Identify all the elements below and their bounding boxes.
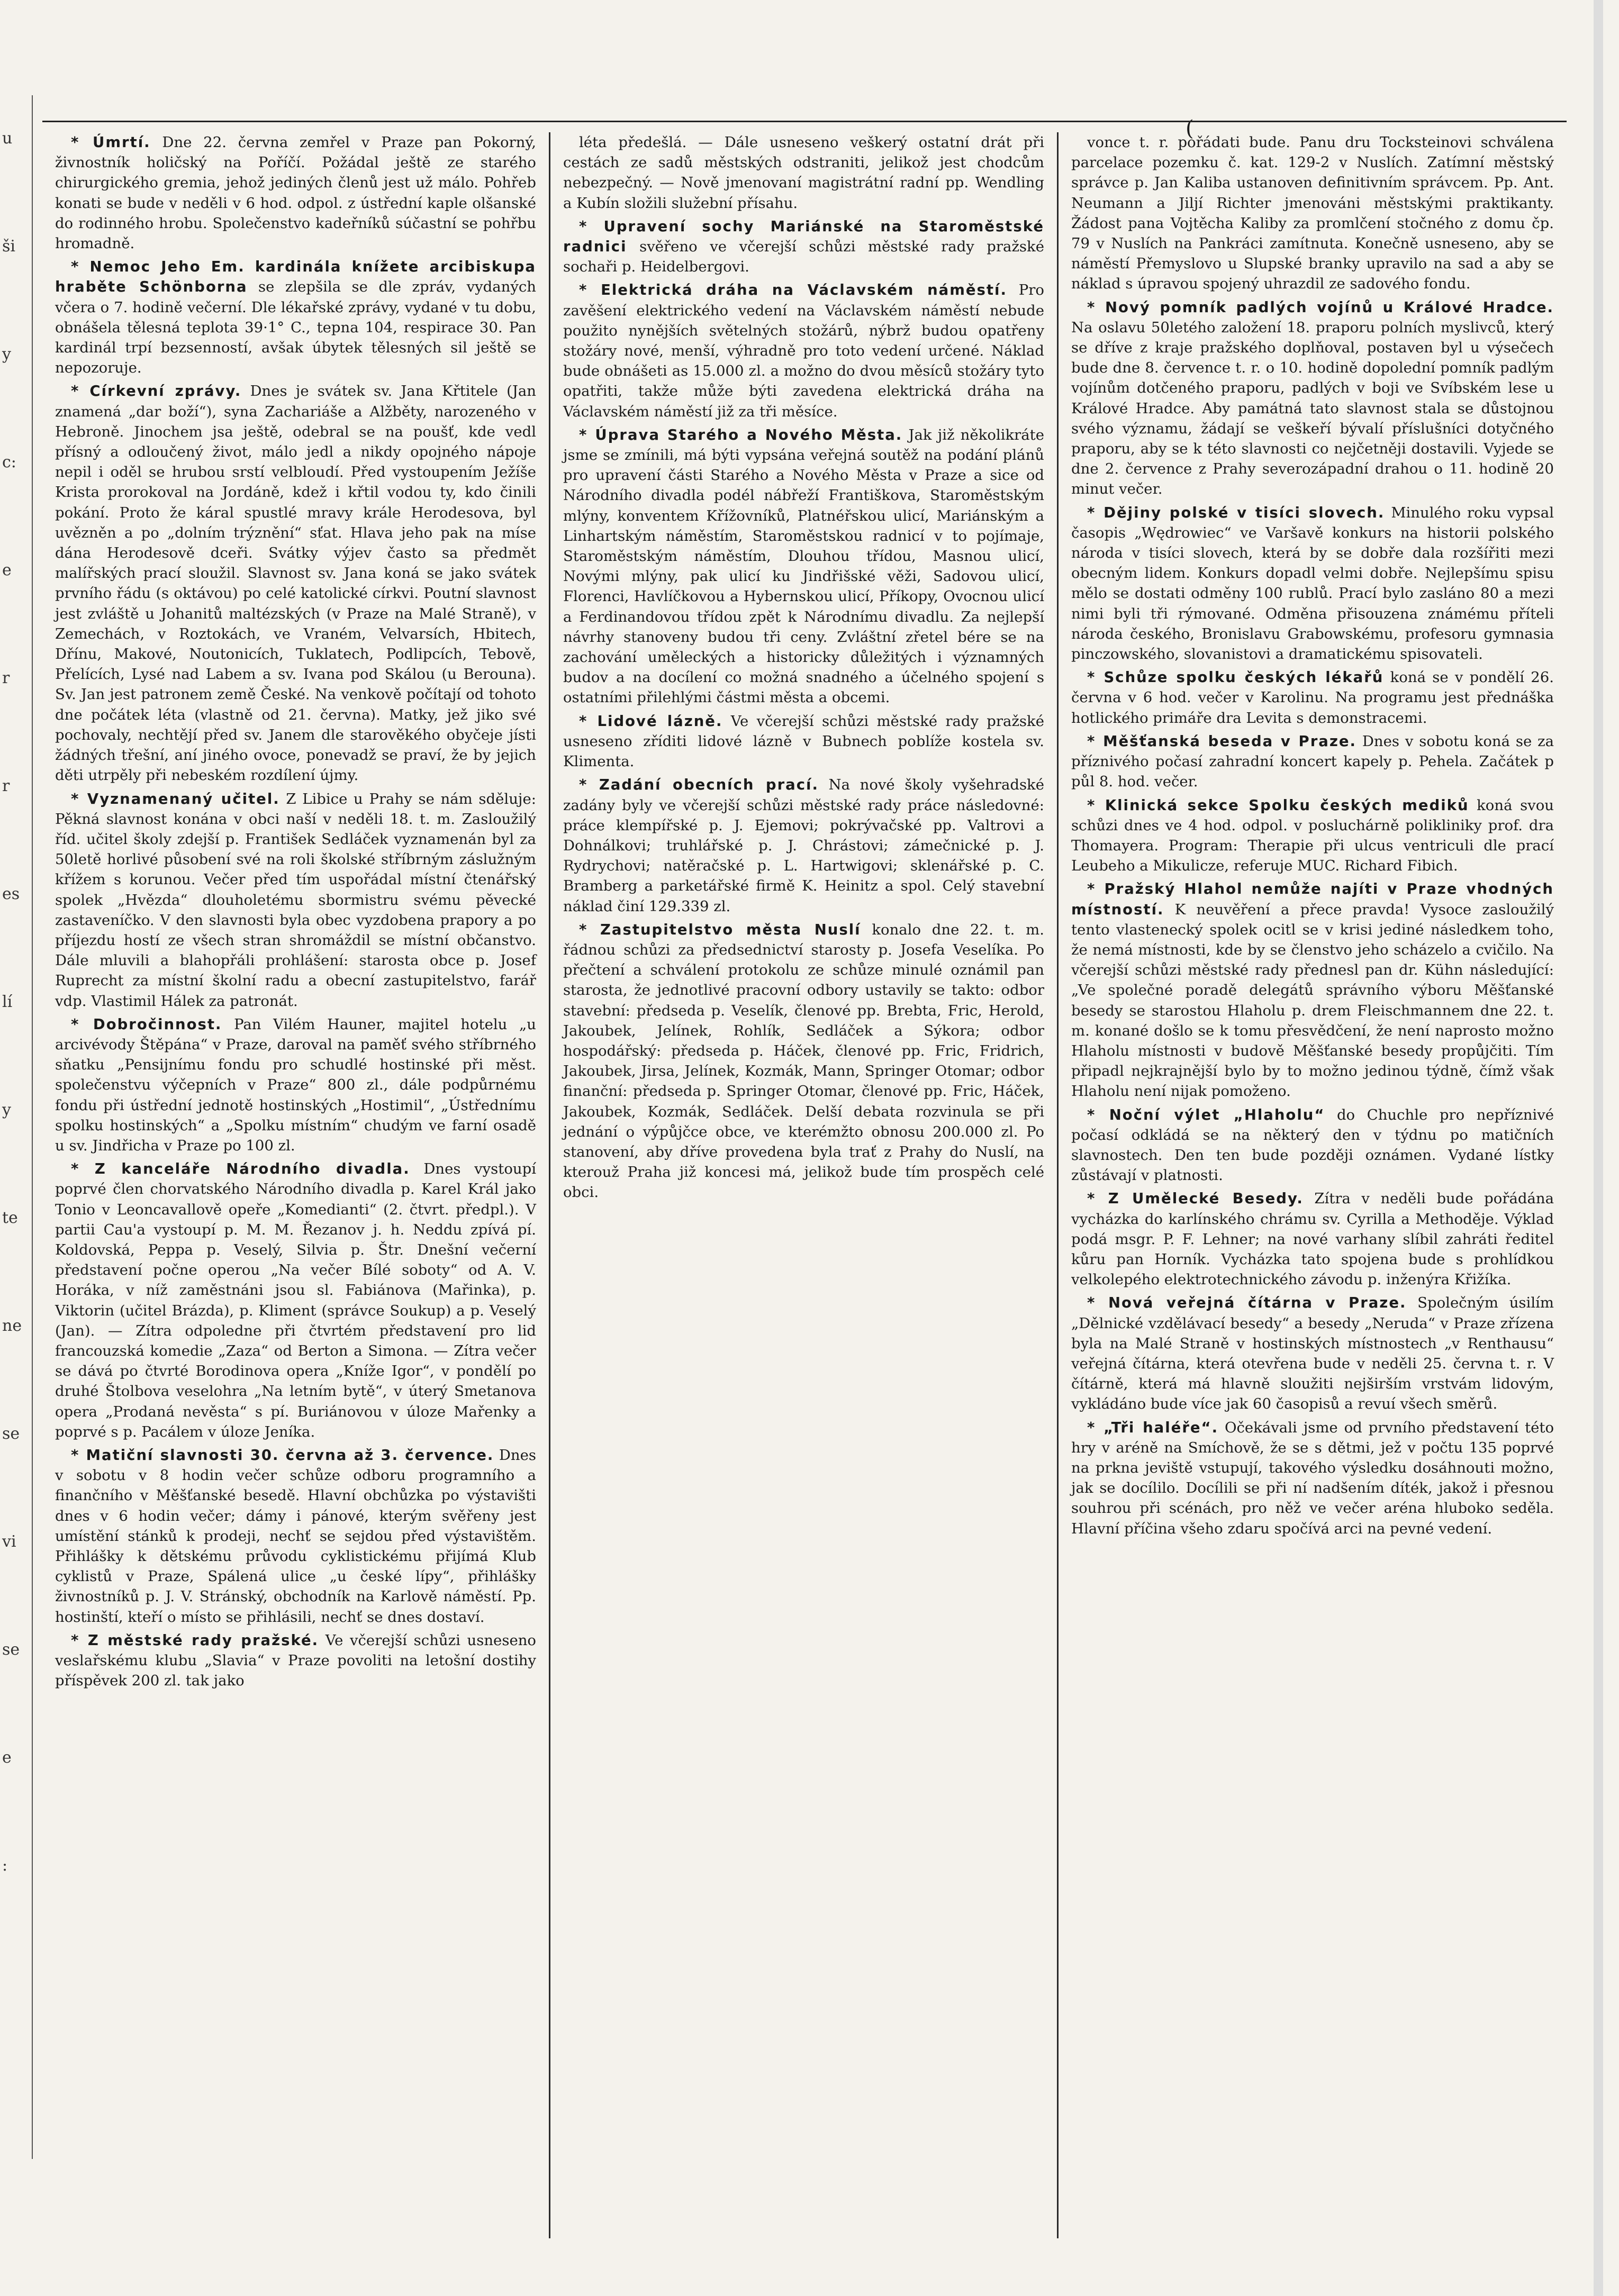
article bbox=[55, 132, 536, 253]
article-headline: * Klinická sekce Spolku českých mediků bbox=[1087, 796, 1469, 814]
article-headline: * Nemoc Jeho Em. kardinála knížete arcibiskupa hraběte Schönborna bbox=[55, 258, 536, 296]
article-headline: * Nový pomník padlých vojínů u Králové Hradce. bbox=[1087, 298, 1554, 316]
article bbox=[1071, 667, 1554, 728]
article-body: koná se v pondělí 26. června v 6 hod. večer v Karolinu. Na programu jest přednáška hotlického primáře dra Levita s demonstracemi. bbox=[1071, 669, 1554, 727]
article bbox=[563, 711, 1044, 772]
article-body: K neuvěření a přece pravda! Vysoce zasloužilý tento vlastenecký spolek ocitl se v krisi jediné následkem toho, že nemá místnosti, kde by se členstvo jeho scházelo a cvičilo. Na včerejší schůzi městské rady přednesl pan dr. Kühn následující: „Ve společné poradě delegátů správního výboru Měšťanské besedy se starostou Hlaholu p. drem Fleischmannem dne 22. t. m. konané došlo se k tomu přesvědčení, že není naprosto možno Hlaholu místnosti v budově Měšťanské besedy propůjčiti. Tím připadl nejkrajnější bylo by to možno jedinou týdně, čímž však Hlaholu není nijak pomoženo. bbox=[1071, 901, 1554, 1100]
gutter-fragment: e bbox=[2, 561, 12, 579]
gutter-fragment: ne bbox=[2, 1317, 22, 1335]
article bbox=[55, 1445, 536, 1627]
article bbox=[55, 257, 536, 378]
gutter-fragment: r bbox=[2, 669, 10, 687]
article-body: koná svou schůzi dnes ve 4 hod. odpol. v posluchárně polikliniky prof. dra Thomayera. Program: Therapie při ulcus ventriculi dle prací Leubeho a Mikulicze, referuje MUC. Richard Fibich. bbox=[1071, 796, 1554, 875]
article bbox=[1071, 795, 1554, 876]
article bbox=[55, 1159, 536, 1442]
article bbox=[563, 920, 1044, 1203]
article bbox=[1071, 1105, 1554, 1186]
article-body: Ve včerejší schůzi městské rady pražské usneseno zříditi lidové lázně v Bubnech poblíže kostela sv. Klimenta. bbox=[563, 712, 1044, 770]
article-headline: * Vyznamenaný učitel. bbox=[71, 790, 280, 807]
article-headline: * Z kanceláře Národního divadla. bbox=[71, 1160, 410, 1178]
column-1 bbox=[42, 132, 550, 2238]
gutter-fragment: se bbox=[2, 1424, 20, 1443]
article-headline: * Elektrická dráha na Václavském náměstí. bbox=[579, 282, 1007, 299]
top-rule bbox=[42, 121, 1567, 122]
article-body: Na oslavu 50letého založení 18. praporu polních myslivců, který se dříve z kraje pražského doplňoval, postaven byl u výsečech bude dne 8. července t. r. o 10. hodině dopolední pomník padlým vojínům dotčeného praporu, padlých v boji ve Svíbském lese u Králové Hradce. Aby památná tato slavnost stala se důstojnou svého významu, žádají se veškeří bývalí příslušníci dotyčného praporu, aby se k této slavnosti co nejčetněji dostavili. Vyjede se dne 2. července z Prahy severozápadní drahou o 11. hodině 20 minut večer. bbox=[1071, 319, 1554, 498]
article-headline: * Dobročinnost. bbox=[71, 1015, 222, 1033]
gutter-fragment: vi bbox=[2, 1532, 16, 1551]
page-mark: ( bbox=[1186, 116, 1194, 141]
article-headline: * Schůze spolku českých lékařů bbox=[1087, 669, 1384, 686]
article bbox=[1071, 1293, 1554, 1414]
article bbox=[55, 1014, 536, 1156]
gutter-fragment: es bbox=[2, 885, 20, 903]
page-edge bbox=[1594, 0, 1603, 2296]
gutter-fragment: y bbox=[2, 345, 11, 364]
article-body: Ve včerejší schůzi usneseno veslařskému klubu „Slavia“ v Praze povoliti na letošní dostihy příspěvek 200 zl. tak jako bbox=[55, 1631, 536, 1690]
article-body: Pro zavěšení elektrického vedení na Václavském náměstí nebude použito nynějších světelných stožárů, nýbrž budou opatřeny stožáry nové, menší, výhradně pro toto vedení určené. Náklad bude obnášeti as 15.000 zl. a možno do dvou měsíců stožáry tyto opatřiti, takže může býti zavedena elektrická dráha na Václavském náměstí již za tři měsíce. bbox=[563, 282, 1044, 420]
article-body: Dnes je svátek sv. Jana Křtitele (Jan znamená „dar boží“), syna Zachariáše a Alžběty, narozeného v Hebroně. Jinochem jsa ještě, odebral se na poušť, kde vedl přísný a odloučený život, málo jedl a nikdy opojného nápoje nepil i oděl se hrubou srstí velbloudí. Před vystoupením Ježíše Krista prorokoval na Jordáně, kdež i křtil vodou ty, kdo činili pokání. Proto že káral spustlé mravy krále Herodesova, byl uvězněn a po „dolním trýznění“ sťat. Hlava jeho pak na míse dána Herodesově dceři. Svátky výjev často sa předmět malířských prací sloužil. Slavnost sv. Jana koná se jako svátek prvního řádu (s oktávou) po celé katolické církvi. Poutní slavnost jest zvláště u Johanitů maltézských (v Praze na Malé Straně), v Zemechách, v Roztokách, ve Vraném, Velvarsích, Hbitech, Dřínu, Makové, Noutonicích, Tuklatech, Podlipcích, Tebově, Přelících, Lysé nad Labem a sv. Ivana pod Skálou (u Berouna). Sv. Jan jest patronem země České. Na venkově počítají od tohoto dne počátek léta (vlastně od 21. června). Matky, jež jiko své pochovaly, nechtějí před sv. Janem dle starověkého obyčeje jísti žádných třešní, aní jiného ovoce, ponevadž se praví, že by jejich děti utrpěly při nebeském rozdílení újmy. bbox=[55, 383, 536, 784]
article bbox=[563, 425, 1044, 708]
article-body: léta předešlá. — Dále usneseno veškerý ostatní drát při cestách ze sadů městských odstraniti, jelikož jest chodcům nebezpečný. — Nově jmenovaní magistrátní radní pp. Wendling a Kubín složili služební přísahu. bbox=[563, 134, 1044, 212]
article-headline: * Církevní zprávy. bbox=[71, 383, 242, 400]
article bbox=[1071, 879, 1554, 1101]
article-body: Dnes v sobotu koná se za příznivého počasí zahradní koncert kapely p. Pehela. Začátek p půl 8. hod. večer. bbox=[1071, 732, 1554, 791]
article-body: Z Libice u Prahy se nám sděluje: Pěkná slavnost konána v obci naší v neděli 18. t. m. Zasloužilý říd. učitel školy zdejší p. František Sedláček vyznamenán byl za 50letě horlivé působení své na roli školské stříbrným záslužným křížem s korunou. Večer před tím uspořádal místní čtenářský spolek „Hvězda“ dlouholetému sbormistru svému pěvecké zastaveníčko. V den slavnosti byla obec vyzdobena prapory a po příjezdu hostí ze všech stran shromáždil se místní občanstvo. Dále mluvili a blahopřáli prohlášení: starosta obce p. Josef Ruprecht za místní školní radu a obecní zastupitelstvo, farář vdp. Vlastimil Hálek za patronát. bbox=[55, 790, 536, 1010]
article bbox=[55, 1630, 536, 1691]
article-headline: * Úmrtí. bbox=[71, 134, 151, 151]
column-3 bbox=[1059, 132, 1567, 2238]
article-body: Očekávali jsme od prvního představení této hry v aréně na Smíchově, že se s dětmi, jež v počtu 135 poprvé na prkna jeviště vstupují, takového výsledku dosáhnouti možno, jak se docílilo. Docílili se při ní nadšením díték, jakož i přesnou souhrou při scénách, pro něž ve večer aréna hluboko seděla. Hlavní příčina všeho zdaru spočívá arci na pevné vedení. bbox=[1071, 1419, 1554, 1537]
article-body: Pan Vilém Hauner, majitel hotelu „u arcivévody Štěpána“ v Praze, daroval na paměť svého stříbrného sňatku „Pensijnímu fondu pro schudlé hostinské při měst. společenstvu výčepních v Praze“ 800 zl., dále podpůrnému fondu při ústřední jednotě hostinských „Hostimil“, „Ústřednímu spolku hostinských“ a „Spolku místním“ chudým ve farní osadě u sv. Jindřicha v Praze po 100 zl. bbox=[55, 1015, 536, 1154]
article-body: Minulého roku vypsal časopis „Wędrowiec“ ve Varšavě konkurs na historii polského národa v tisíci slovech, která by se dobře dala rozšířiti mezi obecným lidem. Konkurs dopadl velmi dobře. Nejlepšímu spisu mělo se dostati odměny 100 rublů. Prací bylo zasláno 80 a mezi nimi byli tři rýmované. Odměna přisouzena známému příteli národa českého, Bronislavu Grabowskému, profesoru gymnasia pinczowského, slovanistovi a dramatickému spisovateli. bbox=[1071, 504, 1554, 663]
gutter-fragment: c: bbox=[2, 453, 16, 471]
article bbox=[1071, 1418, 1554, 1539]
article bbox=[1071, 731, 1554, 792]
article-body: konalo dne 22. t. m. řádnou schůzi za předsednictví starosty p. Josefa Veselíka. Po přečtení a schválení protokolu ze schůze minulé oznámil pan starosta, že jednotlivé pracovní odbory ustavily se takto: odbor stavební: předseda p. Veselík, členové pp. Brebta, Fric, Herold, Jakoubek, Jelínek, Rohlík, Sedláček a Sýkora; odbor hospodářský: předseda p. Háček, členové pp. Fric, Fridrich, Jakoubek, Jirsa, Jelínek, Kozmák, Mann, Springer Otomar; odbor finanční: předseda p. Springer Otomar, členové pp. Fric, Háček, Jakoubek, Kozmák, Sedláček. Delší debata rozvinula se při jednání o výpůjčce obce, ve kterémžto obnosu 200.000 zl. Po stanovení, aby dříve provedena byla trať z Prahy do Nuslí, na kterouž Praha již koncesi má, jelikož bude tím prospěch celé obci. bbox=[563, 921, 1044, 1201]
gutter-fragment: r bbox=[2, 777, 10, 795]
article bbox=[563, 775, 1044, 916]
left-gutter bbox=[0, 95, 33, 2159]
gutter-fragment: se bbox=[2, 1640, 20, 1659]
article-body: vonce t. r. pořádati bude. Panu dru Tocksteinovi schválena parcelace pozemku č. kat. 129-2 v Nuslích. Zatímní městský správce p. Jan Kaliba ustanoven definitivním správcem. Pp. Ant. Neumann a Jiljí Richter jmenováni městskými praktikanty. Žádost pana Vojtěcha Kaliby za promlčení stočného z domu čp. 79 v Nuslích na Pankráci zamítnuta. Konečně usneseno, aby se náměstí Přemyslovo u Slupské branky upravilo na sad a aby se náklad s úpravou spojený uhrazdil ze sadového fondu. bbox=[1071, 134, 1554, 293]
article bbox=[1071, 297, 1554, 500]
article-body: Dne 22. června zemřel v Praze pan Pokorný, živnostník holičský na Poříčí. Požádal ještě ze starého chirurgického gremia, jehož jediných členů jest už málo. Pohřeb konati se bude v neděli v 6 hod. odpol. z ústřední kaple olšanské do rodinného hrobu. Společenstvo kadeřníků súčastní se pohřbu hromadně. bbox=[55, 134, 536, 252]
article-headline: * Noční výlet „Hlaholu“ bbox=[1087, 1106, 1325, 1123]
article bbox=[563, 132, 1044, 213]
gutter-fragment: : bbox=[2, 1856, 8, 1875]
article-headline: * Z Umělecké Besedy. bbox=[1087, 1190, 1304, 1208]
article-headline: * Lidové lázně. bbox=[579, 712, 723, 730]
article-headline: * Upravení sochy Mariánské na Staroměstské radnici bbox=[563, 217, 1044, 256]
article-headline: * Matiční slavnosti 30. června až 3. července. bbox=[71, 1447, 494, 1464]
article-body: Na nové školy vyšehradské zadány byly ve včerejší schůzi městské rady práce následovné: práce klempířské p. J. Ejemovi; pokrývačské pp. Valtrovi a Dohnálkovi; truhlářské p. J. Chrástovi; zámečnické p. J. Rydrychovi; natěračské p. L. Hartwigovi; sklenářské p. C. Bramberg a parketářské firmě K. Heinitz a spol. Celý stavební náklad činí 129.339 zl. bbox=[563, 776, 1044, 915]
article-headline: * Nová veřejná čítárna v Praze. bbox=[1087, 1294, 1407, 1312]
article-body: Zítra v neděli bude pořádána vycházka do karlínského chrámu sv. Cyrilla a Methoděje. Výklad podá msgr. P. F. Lehner; na nové varhany slíbil zahráti ředitel kůru pan Horník. Vycházka tato spojena bude s prohlídkou velkolepého elektrotechnického závodu p. inženýra Křižíka. bbox=[1071, 1190, 1554, 1288]
gutter-fragment: te bbox=[2, 1209, 18, 1227]
article-headline: * Měšťanská beseda v Praze. bbox=[1087, 732, 1356, 750]
article-body: svěřeno ve včerejší schůzi městské rady pražské sochaři p. Heidelbergovi. bbox=[563, 238, 1044, 276]
article-headline: * Pražský Hlahol nemůže najíti v Praze vhodných místností. bbox=[1071, 881, 1554, 918]
gutter-fragment: lí bbox=[2, 993, 13, 1011]
gutter-fragment: ši bbox=[2, 237, 15, 256]
article bbox=[55, 789, 536, 1011]
article-body: do Chuchle pro nepříznivé počasí odkládá se na některý den v týdnu po matičních slavnostech. Den ten bude později oznámen. Vydané lístky zůstávají v platnosti. bbox=[1071, 1106, 1554, 1184]
article-body: Dnes v sobotu v 8 hodin večer schůze odboru programního a finančního v Měšťanské besedě. Hlavní obchůzka po výstavišti dnes v 6 hodin večer; dámy i pánové, kterým svěřeny jest umístění stánků k prodeji, nechť se sejdou před výstavištěm. Přihlášky k dětskému průvodu cyklistickému přijímá Klub cyklistů v Praze, Spálená ulice „u české lípy“, přihlášky živnostníků p. J. V. Stránský, obchodník na Karlově náměstí. Pp. hostinští, kteří o místo se přihlásili, nechť se dnes dostaví. bbox=[55, 1447, 536, 1626]
article-headline: * Zastupitelstvo města Nuslí bbox=[579, 921, 861, 938]
column-2 bbox=[550, 132, 1059, 2238]
article bbox=[563, 280, 1044, 421]
article-headline: * Z městské rady pražské. bbox=[71, 1631, 319, 1649]
article bbox=[1071, 503, 1554, 665]
article bbox=[55, 381, 536, 785]
article-headline: * „Tři haléře“. bbox=[1087, 1419, 1219, 1436]
article-headline: * Zadání obecních prací. bbox=[579, 776, 819, 794]
article-body: Společným úsilím „Dělnické vzdělávací besedy“ a besedy „Neruda“ v Praze zřízena byla na Malé Straně v hostinských místnostech „v Renthausu“ veřejná čítárna, která otevřena bude v neděli 25. června t. r. V čítárně, která má hlavně sloužiti nejširším vrstvám lidovým, vykládáno bude více jak 60 časopisů a revuí všech směrů. bbox=[1071, 1294, 1554, 1413]
article-body: se zlepšila se dle zpráv, vydaných včera o 7. hodině večerní. Dle lékařské zprávy, vydané v tu dobu, obnášela tělesná teplota 39·1° C., tepna 104, respirace 30. Pan kardinál trpí bezsenností, avšak úbytek tělesných sil ještě se nepozoruje. bbox=[55, 278, 536, 377]
article-body: Dnes vystoupí poprvé člen chorvatského Národního divadla p. Karel Král jako Tonio v Leoncavallově opeře „Komedianti“ (2. čtvrt. předpl.). V partii Cau'a vystoupí p. M. M. Řezanov j. h. Neddu zpívá pí. Koldovská, Peppa p. Veselý, Silvia p. Štr. Dnešní večerní představení počne operou „Na večer Bílé soboty“ od A. V. Horáka, v níž zaměstnáni jsou sl. Fabiánova (Mařinka), p. Viktorin (učitel Brázda), p. Kliment (správce Soukup) a p. Veselý (Jan). — Zítra odpoledne při čtvrtém představení pro lid francouzská komedie „Zaza“ od Berton a Simona. — Zítra večer se dává po čtvrté Borodinova opera „Kníže Igor“, v pondělí po druhé Štolbova veselohra „Na letním bytě“, v úterý Smetanova opera „Prodaná nevěsta“ s pí. Buriánovou v úloze Mařenky a poprvé s p. Pacálem v úloze Jeníka. bbox=[55, 1160, 536, 1440]
article bbox=[1071, 132, 1554, 294]
gutter-fragment: e bbox=[2, 1748, 12, 1767]
article bbox=[563, 216, 1044, 277]
gutter-fragment: u bbox=[2, 129, 13, 148]
article bbox=[1071, 1188, 1554, 1290]
gutter-fragment: y bbox=[2, 1101, 11, 1119]
article-headline: * Úprava Starého a Nového Města. bbox=[579, 426, 903, 443]
article-headline: * Dějiny polské v tisíci slovech. bbox=[1087, 504, 1385, 521]
article-body: Jak již několikráte jsme se zmínili, má býti vypsána veřejná soutěž na podání plánů pro upravení části Starého a Nového Města v Praze a sice od Národního divadla podél nábřeží Františkova, Staroměstským mlýny, konventem Křížovníků, Platnéřskou ulicí, Mariánským a Linhartským náměstím, Staroměstskou radnicí v to pojímaje, Staroměstským náměstím, Dlouhou třídou, Masnou ulicí, Novými mlýny, pak ulicí ku Jindřišské věži, Sadovou ulicí, Florenci, Havlíčkovou a Hybernskou ulicí, Příkopy, Ovocnou ulicí a Ferdinandovou třídou zpět k Národnímu divadlu. Za nejlepší návrhy stanoveny budou tři ceny. Zvláštní zřetel bére se na zachování uměleckých a historicky důležitých i významných budov a na docílení co možná snadného a účelného spojení s ostatními přilehlými částmi města a obcemi. bbox=[563, 426, 1044, 706]
columns bbox=[42, 132, 1567, 2238]
